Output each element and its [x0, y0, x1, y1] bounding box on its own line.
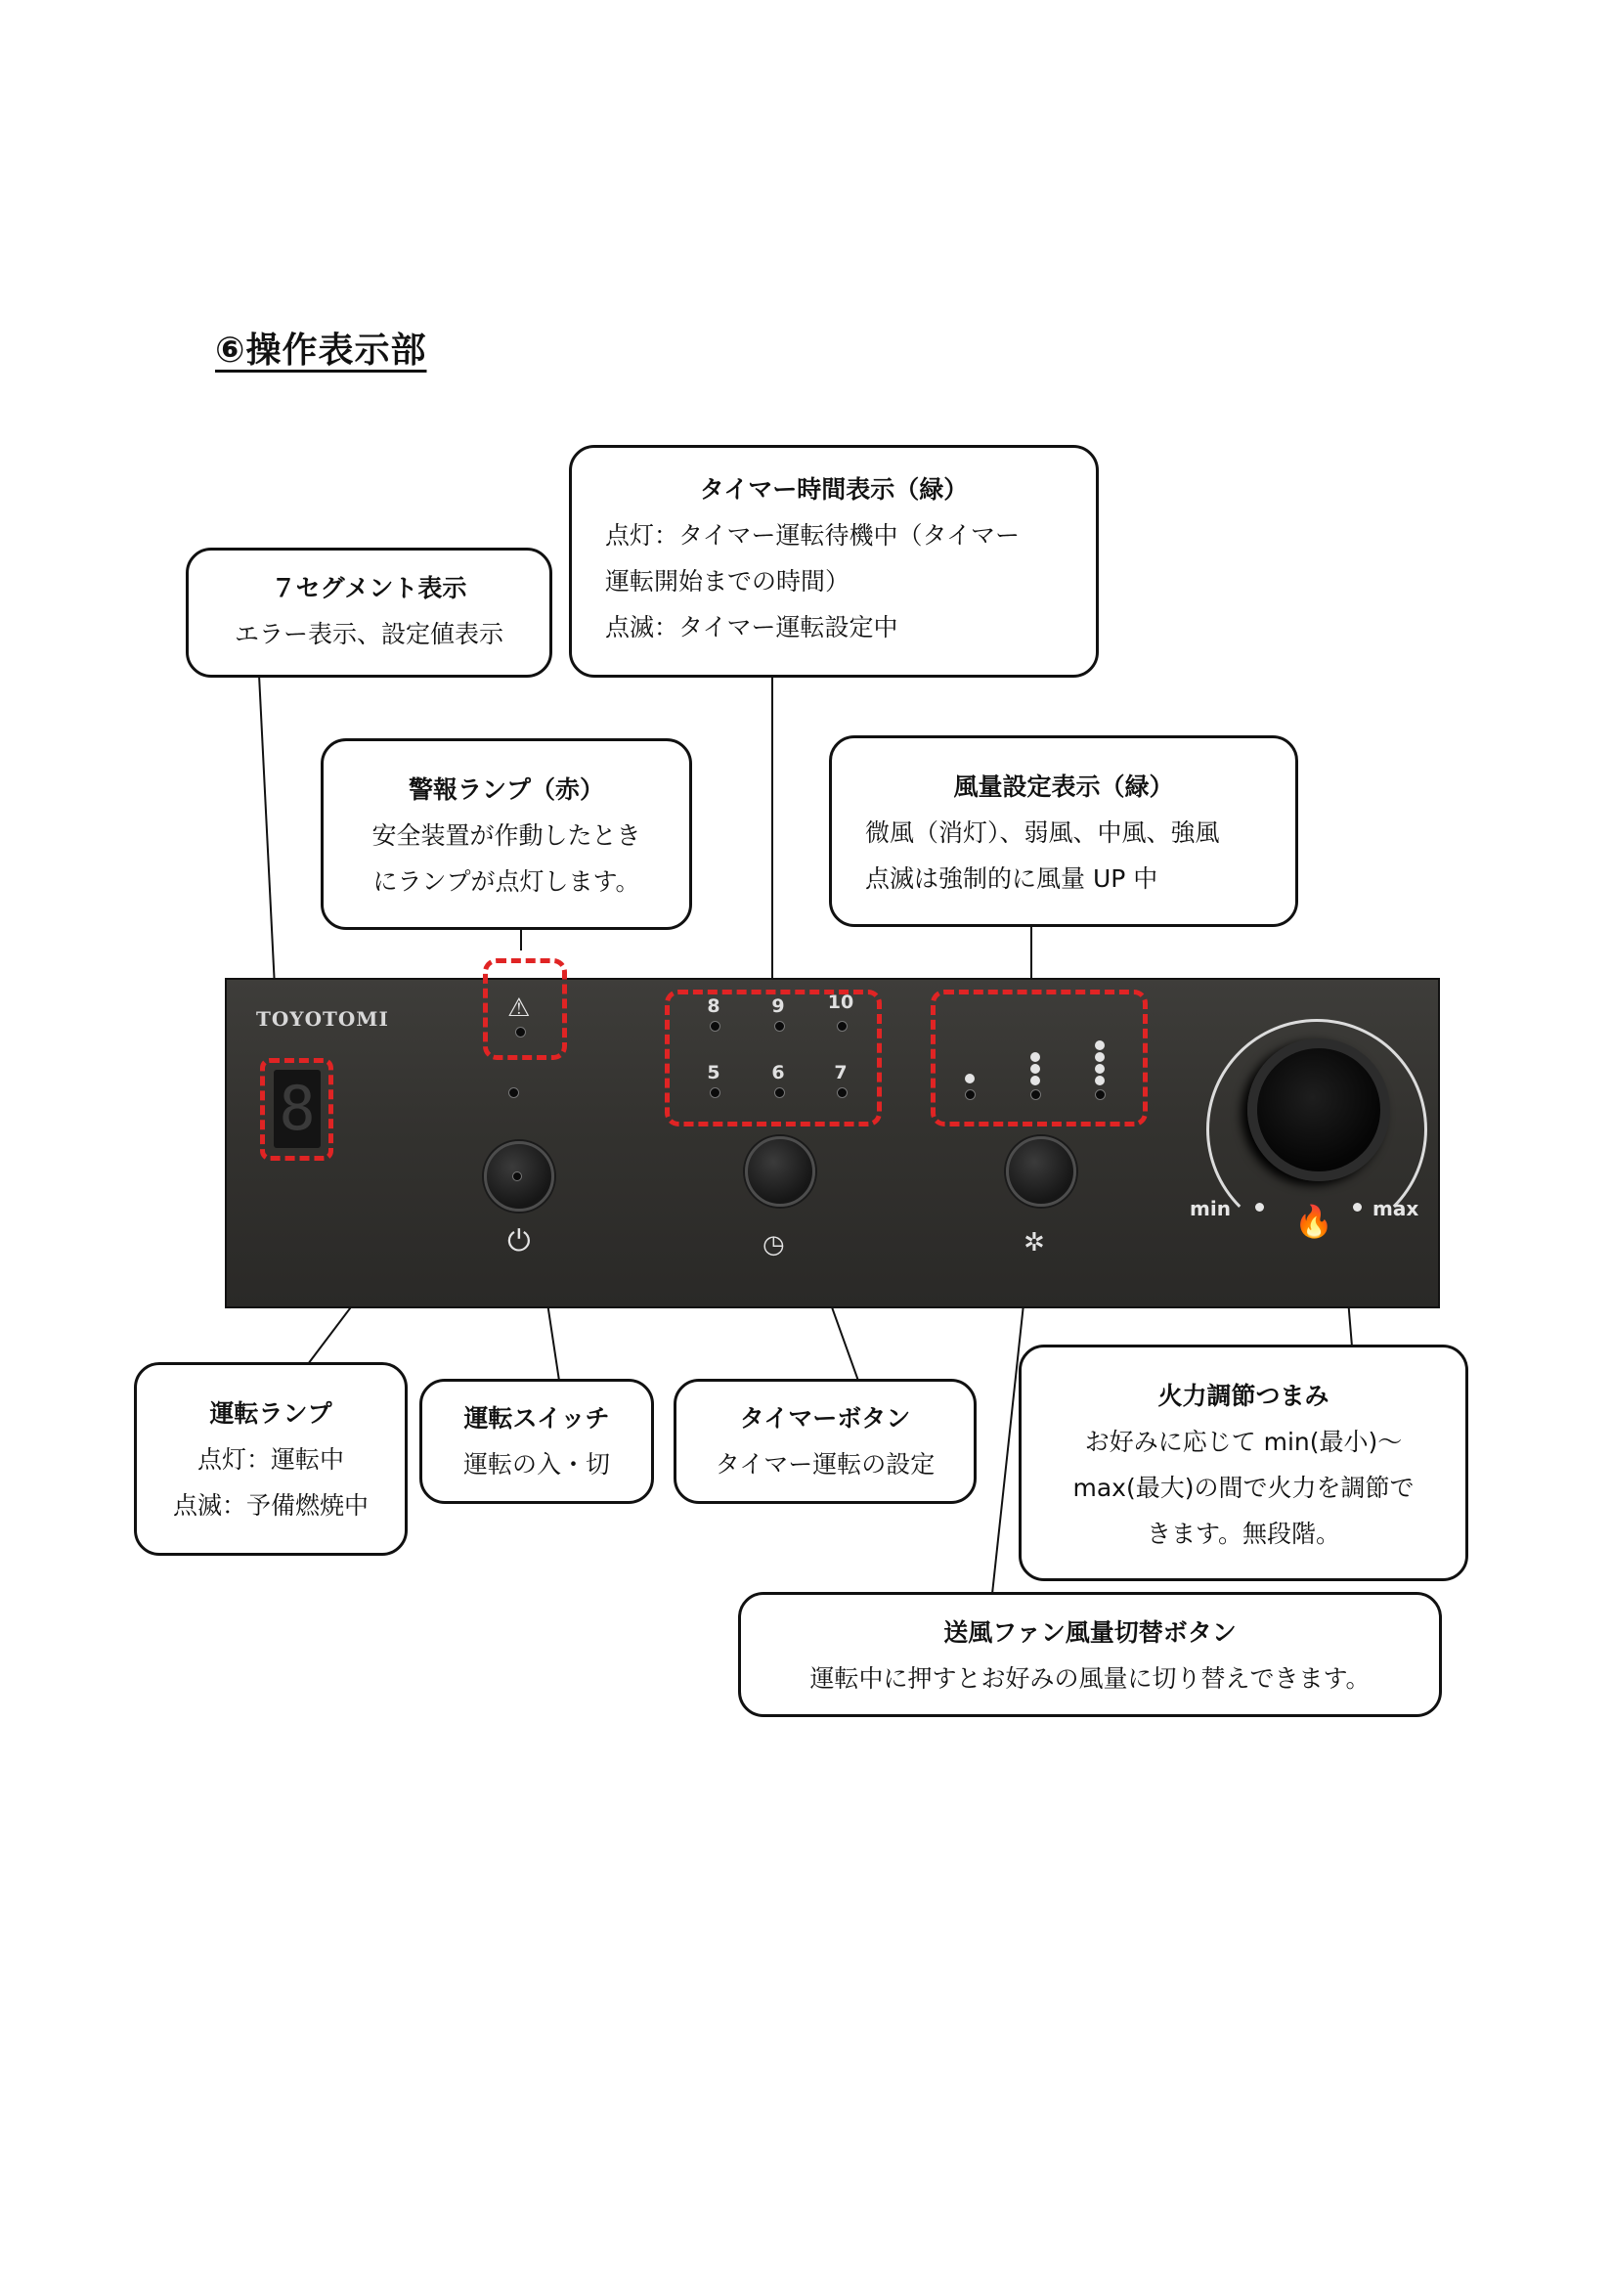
heat-knob-line-1: お好みに応じて min(最小)～	[1084, 1428, 1403, 1456]
run-lamp-line-1: 点灯：運転中	[196, 1445, 344, 1474]
warning-lamp-line-2: にランプが点灯します。	[372, 867, 640, 896]
run-switch-title: 運転スイッチ	[463, 1404, 610, 1433]
warning-lamp-title: 警報ランプ（赤）	[408, 775, 604, 804]
fan-button-desc: 運転中に押すとお好みの風量に切り替えできます。	[809, 1664, 1371, 1693]
run-lamp-led	[508, 1087, 519, 1098]
seven-segment-desc: エラー表示、設定値表示	[234, 620, 503, 648]
run-lamp-line-2: 点滅：予備燃焼中	[172, 1491, 369, 1520]
timer-button[interactable]	[745, 1136, 815, 1207]
airflow-display-line-1: 微風（消灯）、弱風、中風、強風	[865, 818, 1220, 847]
airflow-level-dot	[1095, 1076, 1105, 1085]
seven-segment-title: ７セグメント表示	[271, 574, 467, 602]
timer-display-line-3: 点滅：タイマー運転設定中	[605, 613, 898, 641]
run-switch-button[interactable]	[484, 1141, 554, 1212]
timer-led	[774, 1021, 785, 1032]
airflow-level-dot	[965, 1074, 975, 1083]
knob-max-dot	[1353, 1203, 1362, 1212]
timer-display-callout	[569, 445, 1099, 678]
timer-display-title: タイマー時間表示（緑）	[699, 475, 969, 504]
airflow-led-high	[1095, 1089, 1106, 1100]
airflow-level-dot	[1030, 1076, 1040, 1085]
timer-led	[710, 1087, 720, 1098]
timer-number: 9	[771, 995, 785, 1017]
run-lamp-title: 運転ランプ	[209, 1399, 332, 1428]
control-panel	[225, 978, 1440, 1308]
timer-button-title: タイマーボタン	[739, 1404, 911, 1433]
airflow-led-mid	[1030, 1089, 1041, 1100]
fan-button[interactable]	[1006, 1136, 1076, 1207]
timer-number: 6	[771, 1062, 785, 1083]
timer-number: 8	[707, 995, 720, 1017]
heat-knob-callout	[1019, 1345, 1468, 1581]
knob-min-label: min	[1190, 1197, 1231, 1220]
airflow-level-dot	[1095, 1040, 1105, 1050]
airflow-led-low	[965, 1089, 976, 1100]
timer-number: 7	[834, 1062, 848, 1083]
clock-icon: ◷	[762, 1230, 785, 1259]
timer-display-line-2: 運転開始までの時間）	[605, 567, 850, 596]
timer-number: 10	[827, 992, 854, 1013]
airflow-level-dot	[1030, 1064, 1040, 1074]
heat-knob-line-2: max(最大)の間で火力を調節で	[1072, 1474, 1415, 1502]
flame-icon: 🔥	[1294, 1203, 1333, 1240]
timer-display-line-1: 点灯：タイマー運転待機中（タイマー	[605, 521, 1021, 550]
timer-led	[710, 1021, 720, 1032]
timer-button-desc: タイマー運転の設定	[715, 1450, 936, 1479]
timer-led	[837, 1087, 848, 1098]
airflow-display-line-2: 点滅は強制的に風量 UP 中	[865, 864, 1158, 893]
fan-icon: ✲	[1024, 1228, 1045, 1258]
airflow-display-title: 風量設定表示（緑）	[953, 773, 1174, 801]
heat-knob-title: 火力調節つまみ	[1157, 1382, 1329, 1410]
page-title: ⑥操作表示部	[215, 331, 427, 371]
seven-segment-callout	[186, 548, 552, 678]
timer-led	[837, 1021, 848, 1032]
knob-min-dot	[1255, 1203, 1264, 1212]
timer-button-callout	[674, 1379, 977, 1504]
warning-lamp-line-1: 安全装置が作動したとき	[371, 821, 641, 850]
fan-button-callout	[738, 1592, 1442, 1717]
brand-logo: TOYOTOMI	[256, 1007, 389, 1031]
knob-max-label: max	[1372, 1197, 1419, 1220]
timer-led	[774, 1087, 785, 1098]
airflow-level-dot	[1095, 1052, 1105, 1062]
seven-segment-highlight	[260, 1058, 333, 1161]
fan-button-title: 送風ファン風量切替ボタン	[943, 1618, 1237, 1647]
heat-knob-line-3: きます。無段階。	[1146, 1520, 1340, 1548]
airflow-level-dot	[1030, 1052, 1040, 1062]
airflow-level-dot	[1095, 1064, 1105, 1074]
airflow-display-callout	[829, 735, 1298, 927]
warning-triangle-icon: ⚠	[507, 993, 531, 1023]
warning-lamp-callout	[321, 738, 692, 930]
run-lamp-callout	[134, 1362, 408, 1556]
power-icon: ⏻	[507, 1224, 531, 1258]
heat-control-knob[interactable]	[1247, 1038, 1390, 1181]
run-switch-callout	[419, 1379, 654, 1504]
seven-segment-display: 8	[274, 1070, 321, 1148]
run-switch-desc: 運転の入・切	[462, 1450, 610, 1479]
timer-number: 5	[707, 1062, 720, 1083]
run-switch-indicator	[512, 1171, 522, 1181]
warning-lamp-led	[515, 1027, 526, 1038]
